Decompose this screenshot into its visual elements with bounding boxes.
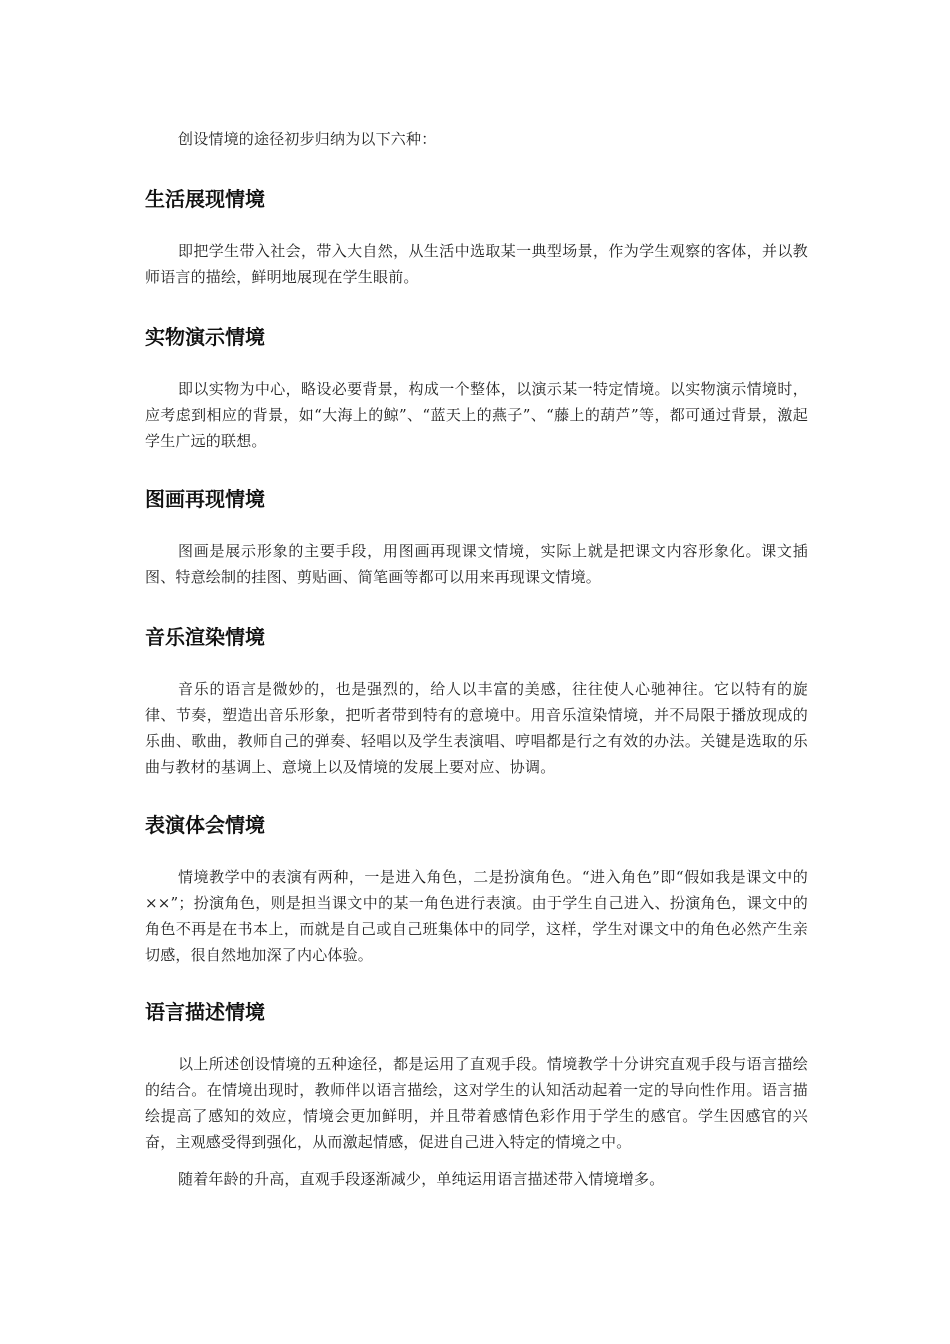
section-object: [145, 323, 808, 454]
section-music: [145, 623, 808, 780]
section-life: [145, 185, 808, 290]
section-paragraph: 音乐的语言是微妙的，也是强烈的，给人以丰富的美感，往往使人心驰神往。它以特有的旋律、节奏，塑造出音乐形象，把听者带到特有的意境中。用音乐渲染情境，并不局限于播放现成的乐曲、歌曲，教师自己的弹奏、轻唱以及学生表演唱、哼唱都是行之有效的办法。关键是选取的乐曲与教材的基调上、意境上以及情境的发展上要对应、协调。: [145, 680, 808, 776]
section-heading: 图画再现情境: [145, 487, 265, 511]
section-heading: 实物演示情境: [145, 325, 265, 349]
section-picture: [145, 485, 808, 590]
section-paragraph: 情境教学中的表演有两种，一是进入角色，二是扮演角色。“进入角色”即“假如我是课文中的××”；扮演角色，则是担当课文中的某一角色进行表演。由于学生自己进入、扮演角色，课文中的角色不再是在书本上，而就是自己或自己班集体中的同学，这样，学生对课文中的角色必然产生亲切感，很自然地加深了内心体验。: [145, 868, 808, 964]
section-heading: 生活展现情境: [145, 187, 265, 211]
section-paragraph: 随着年龄的升高，直观手段逐渐减少，单纯运用语言描述带入情境增多。: [178, 1170, 665, 1188]
section-performance: [145, 811, 808, 968]
section-language: [145, 998, 808, 1192]
section-paragraph: 即把学生带入社会，带入大自然，从生活中选取某一典型场景，作为学生观察的客体，并以教师语言的描绘，鲜明地展现在学生眼前。: [145, 242, 808, 286]
intro-paragraph: 创设情境的途径初步归纳为以下六种：: [178, 130, 437, 148]
section-paragraph: 即以实物为中心，略设必要背景，构成一个整体，以演示某一特定情境。以实物演示情境时，应考虑到相应的背景，如“大海上的鲸”、“蓝天上的燕子”、“藤上的葫芦”等，都可通过背景，激起学生广远的联想。: [145, 380, 808, 450]
section-paragraph: 图画是展示形象的主要手段，用图画再现课文情境，实际上就是把课文内容形象化。课文插图、特意绘制的挂图、剪贴画、简笔画等都可以用来再现课文情境。: [145, 542, 808, 586]
section-paragraph: 以上所述创设情境的五种途径，都是运用了直观手段。情境教学十分讲究直观手段与语言描绘的结合。在情境出现时，教师伴以语言描绘，这对学生的认知活动起着一定的导向性作用。语言描绘提高了感知的效应，情境会更加鲜明，并且带着感情色彩作用于学生的感官。学生因感官的兴奋，主观感受得到强化，从而激起情感，促进自己进入特定的情境之中。: [145, 1055, 808, 1151]
section-heading: 语言描述情境: [145, 1000, 265, 1024]
section-heading: 音乐渲染情境: [145, 625, 265, 649]
section-heading: 表演体会情境: [145, 813, 265, 837]
